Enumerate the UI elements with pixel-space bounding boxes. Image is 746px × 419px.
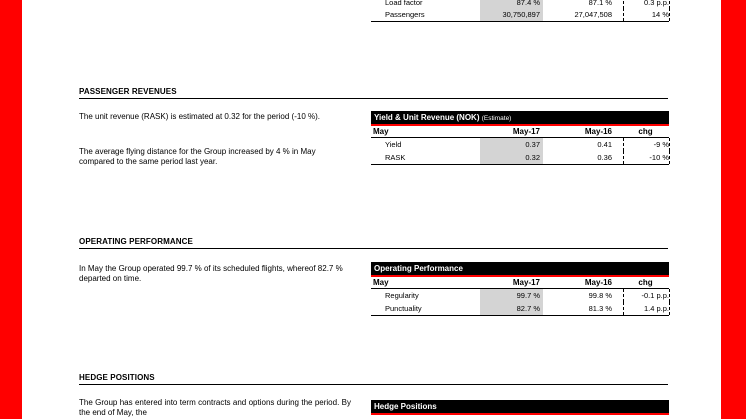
table-row	[371, 8, 669, 22]
yield-unit-revenue-table	[371, 111, 669, 165]
current-value: 0.32	[480, 151, 543, 164]
col-header-current: May-17	[512, 127, 540, 136]
current-value: 82.7 %	[480, 302, 543, 315]
table-title: Hedge Positions	[371, 400, 669, 415]
previous-value: 27,047,508	[574, 10, 612, 19]
col-header-change: chg	[638, 278, 653, 287]
previous-value: 0.41	[597, 140, 612, 149]
col-header-current: May-17	[512, 278, 540, 287]
current-value: 99.7 %	[480, 289, 543, 302]
previous-value: 0.36	[597, 153, 612, 162]
change-value: 14 %	[623, 8, 670, 21]
flying-distance-paragraph: The average flying distance for the Group increased by 4 % in May compared to the same period last year.	[79, 147, 316, 166]
rask-paragraph: The unit revenue (RASK) is estimated at 0.32 for the period (-10 %).	[79, 112, 321, 121]
current-value: 87.4 %	[480, 0, 543, 9]
table-header-row	[371, 124, 669, 138]
col-header-change: chg	[638, 127, 653, 136]
previous-value: 87.1 %	[588, 0, 612, 7]
row-label: Punctuality	[385, 304, 422, 313]
change-value: -10 %	[623, 151, 670, 164]
table-row	[371, 138, 669, 151]
hedge-positions-table	[371, 400, 669, 415]
current-value: 0.37	[480, 138, 543, 151]
section-heading-passenger-revenues: PASSENGER REVENUES	[79, 87, 668, 99]
section-heading-hedge-positions: HEDGE POSITIONS	[79, 373, 668, 385]
current-value: 30,750,897	[480, 8, 543, 21]
col-header-month: May	[373, 278, 389, 287]
operating-performance-table	[371, 262, 669, 316]
row-label: Load factor	[385, 0, 423, 7]
row-label: Passengers	[385, 10, 425, 19]
change-value: -9 %	[623, 138, 670, 151]
table-row	[371, 289, 669, 302]
change-value: 0.3 p.p.	[623, 0, 670, 9]
table-header-row	[371, 275, 669, 289]
operating-paragraph: In May the Group operated 99.7 % of its scheduled flights, whereof 82.7 % departed on time.	[79, 264, 343, 283]
previous-value: 99.8 %	[588, 291, 612, 300]
table-row	[371, 151, 669, 165]
table-title: Yield & Unit Revenue (NOK) (Estimate)	[371, 111, 669, 124]
previous-value: 81.3 %	[588, 304, 612, 313]
row-label: Yield	[385, 140, 402, 149]
left-red-border	[0, 0, 22, 419]
col-header-month: May	[373, 127, 389, 136]
table-title: Operating Performance	[371, 262, 669, 275]
row-label: Regularity	[385, 291, 419, 300]
hedge-paragraph: The Group has entered into term contracts and options during the period. By the end of May, the	[79, 398, 351, 417]
change-value: 1.4 p.p.	[623, 302, 670, 315]
right-red-border	[721, 0, 746, 419]
table-row	[371, 302, 669, 316]
col-header-previous: May-16	[584, 278, 612, 287]
row-label: RASK	[385, 153, 406, 162]
col-header-previous: May-16	[584, 127, 612, 136]
section-heading-operating-performance: OPERATING PERFORMANCE	[79, 237, 668, 249]
change-value: -0.1 p.p.	[623, 289, 670, 302]
